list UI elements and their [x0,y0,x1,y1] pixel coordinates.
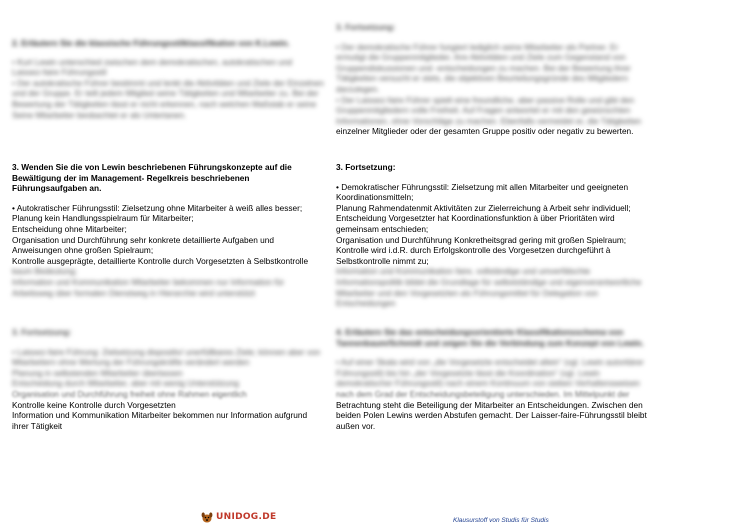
blurred-text-line: • Auf einer Skala wird von „die Vorgesetzte entscheidet allein“ (vgl. Lewin autoritärer [336,357,644,368]
blurred-text-line: Gruppendiskussionen und -entscheidungen zu machen. Bei der Bewertung ihrer [336,62,631,73]
blurred-text-line: Planung in selbstenden Mitarbeiter überlassen [12,367,183,378]
text-line: Kontrolle wird i.d.R. durch Erfolgskontrolle des Vorgesetzen durchgeführt à [336,245,611,256]
blurred-text-line: Arbeitsweg über formalen Dienstweg in Hierarchie wird unterstützt [12,287,256,298]
blurred-text-line: darzulegen. [336,83,380,94]
text-line: Seine Mitarbeiter beobachtet er als Untertanen. [12,109,187,120]
text-line: • Demokratischer Führungsstil: Zielsetzung mit allen Mitarbeiter und geeigneten [336,181,629,192]
continued-heading: 3. Fortsetzung: [336,162,396,172]
text-line: Organisation und Durchführung Konkretheitsgrad gering mit großen Spielraum; [336,234,627,245]
continued-heading: 3. Fortsetzung: [336,22,396,32]
text-line: gemeinsam entschieden; [336,223,429,234]
text-line: Entscheidung Vorgesetzter hat Koordinationsfunktion à über Prioritäten wird [336,213,615,224]
section-question-3-right [336,162,641,309]
text-line: Betrachtung steht die Beteiligung der Mitarbeiter an Entscheidungen. Zwischen den [336,399,643,410]
blurred-text-line: Informationspolitik bildet die Grundlage für selbstständige und eigenverantwortliche [336,276,642,287]
footer-caption: Klausurstoff von Studis für Studis [453,517,549,524]
text-line: Kontrolle ausgeprägte, detaillierte Kontrolle durch Vorgesetzten à Selbstkontrolle [12,255,309,266]
text-line: beiden Polen Lewins werden Abstufen gemacht. Der Laisser-faire-Führungsstil bleibt [336,410,647,421]
question-4-heading-line-2: Tannenbaum/Schmidt und zeigen Sie die Verbindung zum Konzept von Lewin. [336,337,644,348]
text-line: Planung kein Handlungsspielraum für Mitarbeiter; [12,213,194,224]
question-4-heading-line-1: 4. Erläutern Sie das entscheidungsorientierte Klassifikationsschema von [336,327,624,337]
section-question-4 [336,327,647,431]
question-3-heading-line-2: Bewältigung der im Management- Regelkreis beschriebenen [12,172,250,183]
blurred-text-line: Entscheidungen [336,298,396,309]
blurred-text-line: • Der demokratische Führer fungiert lediglich seine Mitarbeiter als Partner. Er [336,41,619,52]
blurred-text-line: Informationen, ohne Vorschläge zu machen. Ebenfalls vermeidet er, die Tätigkeiten [336,115,642,126]
blurred-text-line: Mitarbeiter und den Vorgesetzten als Führungsmittel für Delegation von [336,287,598,298]
continued-heading: 3. Fortsetzung: [12,327,72,337]
text-line: außen vor. [336,420,376,431]
text-line: ihrer Tätigkeit [12,420,63,431]
text-line: • Autokratischer Führungsstil: Zielsetzung ohne Mitarbeiter à weiß alles besser; [12,202,303,213]
section-question-3 [12,162,308,298]
text-line: und der Gruppe. Er teilt jedem Mitglied seine Tätigkeiten und Mitarbeiter zu. Bei der [12,88,319,99]
blurred-text-line: Information und Kommunikation faire, vollständige und umverfälschte [336,266,591,277]
blurred-text-line: ermutigt die Gruppenmitglieder, ihre Aktivitäten und Ziele zum Gegenstand von [336,52,626,63]
blurred-text-line: • Laissez-faire Führung: Zielsetzung dispositiv/ unerfüllbares Ziele; können aber von [12,346,321,357]
text-line: Anweisungen ohne großen Spielraum; [12,245,154,256]
blurred-text-line: Tätigkeiten versucht er stets, die objektiven Beurteilungsgründe des Mitgliedern [336,73,628,84]
blurred-text-line: • Der Laissez-faire Führer spielt eine freundliche, aber passive Rolle und gibt den [336,94,635,105]
question-3-heading-line-3: Führungsaufgaben an. [12,183,102,194]
text-line: einzelner Mitglieder oder der gesamten Gruppe positiv oder negativ zu bewerten. [336,126,634,137]
blurred-text-line: kaum Bedeutung; [12,266,78,277]
text-line: Organisation und Durchführung sehr konkrete detaillierte Aufgaben und [12,234,274,245]
text-line: Kontrolle keine Kontrolle durch Vorgesetzten [12,399,176,410]
blurred-text-line: Entscheidung durch Mitarbeiter, aber mit wenig Unterstützung [12,378,239,389]
blurred-text-line: nach dem Grad der Entscheidungsbeteiligung unterschieden. Im Mittelpunkt der [336,388,630,399]
footer-logo[interactable] [200,510,276,524]
blurred-text-line: Information und Kommunikation Mitarbeiter bekommen nur Information für [12,276,285,287]
dog-icon [200,510,214,524]
text-line: Planung Rahmendatenmit Aktivitäten zur Zielerreichung à Arbeit sehr individuell; [336,202,631,213]
text-line: Information und Kommunikation Mitarbeiter bekommen nur Information aufgrund [12,410,308,421]
blurred-text-line: Gruppenmitgliedern volle Freiheit. Auf Fragen antwortet er mit den gewünschten [336,105,631,116]
text-line: Bewertung der Tätigkeiten lässt er nicht erkennen, nach welchen Maßstab er seine [12,98,317,109]
text-line: Entscheidung ohne Mitarbeiter; [12,223,127,234]
blurred-text-line: Führungsstil) bis hin „der Vorgesetzte lässt die Koordination“ (vgl. Lewin [336,367,600,378]
text-line: Selbstkontrolle nimmt zu; [336,255,429,266]
text-line: • Der autokratische Führer bestimmt und lenkt die Aktivitäten und Ziele der Einzelnen [12,77,324,88]
blurred-text-line: Mitarbeitern ohne Wertung der Führungskräfte verändert werden [12,357,250,368]
blurred-text-line: Organisation und Durchführung freiheit ohne Rahmen eigentlich [12,388,247,399]
section-question-2 [12,38,324,120]
question-3-heading-line-1: 3. Wenden Sie die von Lewin beschriebenen Führungskonzepte auf die [12,162,292,172]
section-question-3-continued [12,327,320,431]
section-continued-top [336,22,641,137]
question-2-heading: 2. Erläutern Sie die klassische Führungsstilklassifikation von K.Lewin. [12,38,290,48]
logo-text: UNIDOG.DE [216,512,277,522]
text-line: • Kurt Lewin unterschied zwischen dem demokratischen, autokratischen und [12,56,293,67]
text-line: Koordinationsmitteln; [336,192,414,203]
blurred-text-line: demokratischer Führungsstil) nach einem Kontinuum von sieben Verhaltensweisen [336,378,640,389]
text-line: Laissez-faire Führungsstil [12,67,107,78]
